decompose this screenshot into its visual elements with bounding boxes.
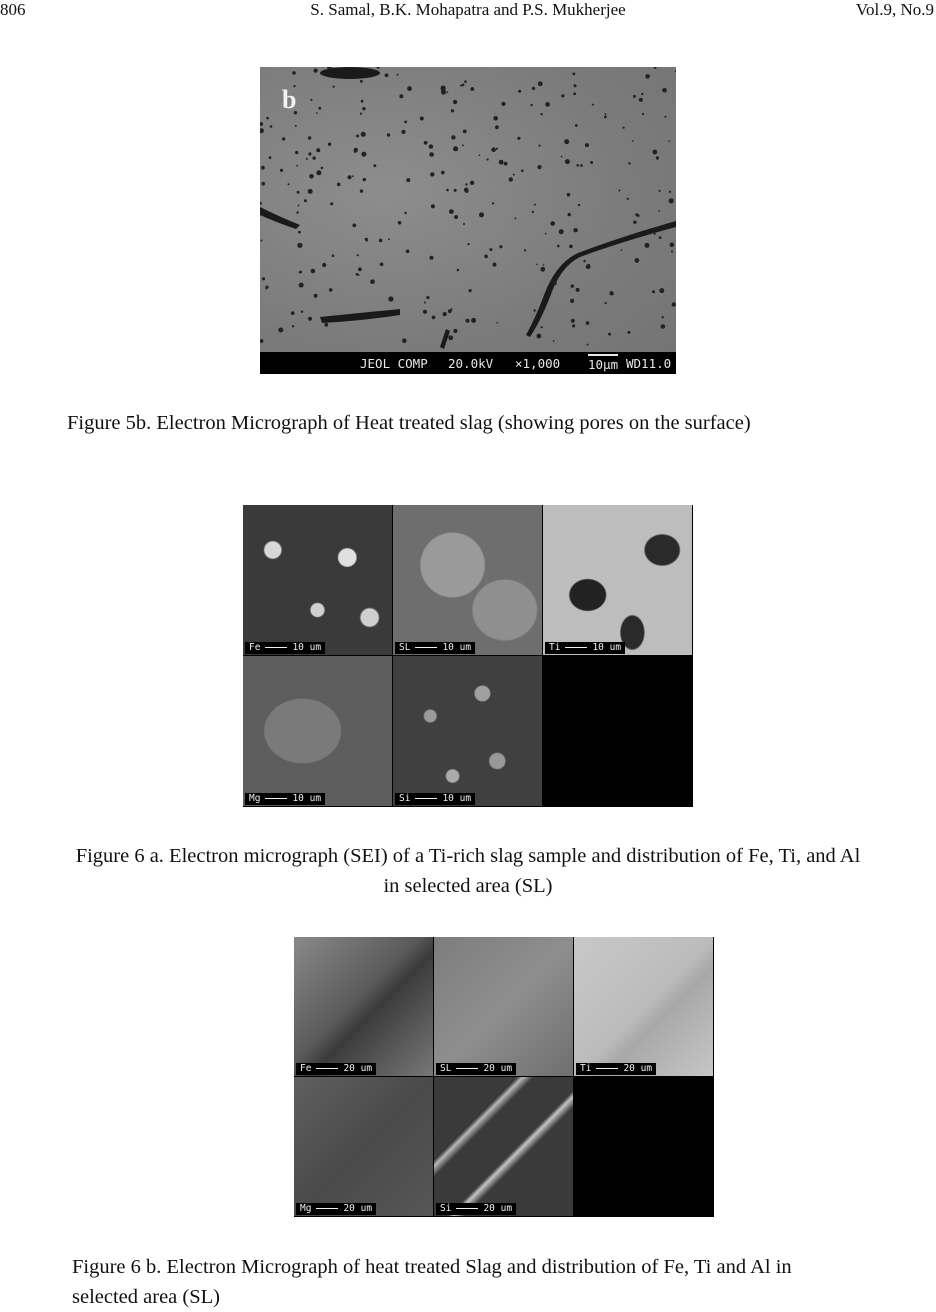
- figure-6b-caption: [72, 1252, 792, 1312]
- empty-tile: [543, 656, 692, 806]
- scale-bar: [316, 1208, 338, 1209]
- voltage-label: 20.0kV: [448, 356, 494, 371]
- instrument-label: JEOL COMP: [360, 356, 428, 371]
- figure-6b-caption-line2: selected area (SL): [72, 1286, 220, 1308]
- tile-label: [395, 793, 475, 805]
- scale-bar: [316, 1068, 338, 1069]
- tile-label: [436, 1203, 516, 1215]
- element-map-ti: [543, 505, 692, 655]
- scale-value: 20 um: [343, 1063, 373, 1074]
- element-symbol: Ti: [580, 1063, 592, 1074]
- scale-value: 10 um: [292, 642, 322, 653]
- element-map-ti: [574, 937, 713, 1076]
- tile-label: [296, 1063, 376, 1075]
- scale-bar: [415, 647, 437, 648]
- header-authors: S. Samal, B.K. Mohapatra and P.S. Mukherjee: [310, 0, 626, 19]
- element-symbol: Si: [399, 793, 411, 804]
- sem-info-bar: [260, 352, 676, 374]
- element-map-si: [393, 656, 542, 806]
- element-map-sl: [434, 937, 573, 1076]
- figure-5b-micrograph: [260, 67, 676, 374]
- figure-6a-caption-line1: Figure 6 a. Electron micrograph (SEI) of a Ti-rich slag sample and distribution of Fe, Ti, and Al: [75, 845, 861, 867]
- element-symbol: Fe: [300, 1063, 312, 1074]
- scale-bar: [596, 1068, 618, 1069]
- tile-label: [576, 1063, 656, 1075]
- element-map-si: [434, 1077, 573, 1216]
- tile-label: [395, 642, 475, 654]
- element-symbol: SL: [399, 642, 411, 653]
- page-number: 806: [0, 0, 26, 19]
- element-map-mg: [243, 656, 392, 806]
- figure-6b-element-maps: [294, 937, 714, 1217]
- element-map-fe: [243, 505, 392, 655]
- element-map-fe: [294, 937, 433, 1076]
- magnification-label: ×1,000: [515, 356, 561, 371]
- scale-value: 20 um: [483, 1203, 513, 1214]
- figure-6a-caption-line2: in selected area (SL): [383, 875, 553, 897]
- scale-value: 10 um: [292, 793, 322, 804]
- tile-label: [245, 793, 325, 805]
- tile-label: [545, 642, 625, 654]
- scale-label: 10μm: [588, 354, 618, 372]
- tile-label: [296, 1203, 376, 1215]
- tile-label: [436, 1063, 516, 1075]
- figure-5b-caption: Figure 5b. Electron Micrograph of Heat treated slag (showing pores on the surface): [67, 412, 751, 434]
- scale-bar: [456, 1068, 478, 1069]
- element-map-mg: [294, 1077, 433, 1216]
- scale-value: 20 um: [483, 1063, 513, 1074]
- element-symbol: Fe: [249, 642, 261, 653]
- scale-value: 20 um: [623, 1063, 653, 1074]
- empty-tile: [574, 1077, 713, 1216]
- scale-bar: [415, 798, 437, 799]
- running-header: [0, 0, 936, 24]
- element-symbol: SL: [440, 1063, 452, 1074]
- scale-value: 10 um: [442, 642, 472, 653]
- element-map-sl: [393, 505, 542, 655]
- working-distance-label: WD11.0: [626, 356, 672, 371]
- figure-6b-caption-line1: Figure 6 b. Electron Micrograph of heat treated Slag and distribution of Fe, Ti and Al in: [72, 1256, 792, 1278]
- scale-value: 10 um: [442, 793, 472, 804]
- scale-value: 20 um: [343, 1203, 373, 1214]
- element-symbol: Mg: [300, 1203, 312, 1214]
- panel-letter: b: [282, 85, 297, 114]
- scale-bar: [265, 647, 287, 648]
- element-symbol: Ti: [549, 642, 561, 653]
- scale-bar: [565, 647, 587, 648]
- scale-bar: [265, 798, 287, 799]
- header-volume: Vol.9, No.9: [855, 0, 934, 19]
- pore-dots: [260, 67, 676, 346]
- tile-label: [245, 642, 325, 654]
- micrograph-texture: [260, 67, 676, 352]
- element-symbol: Mg: [249, 793, 261, 804]
- scale-value: 10 um: [592, 642, 622, 653]
- figure-6a-caption: [0, 841, 936, 901]
- scale-bar: [456, 1208, 478, 1209]
- element-symbol: Si: [440, 1203, 452, 1214]
- figure-6a-element-maps: [243, 505, 693, 807]
